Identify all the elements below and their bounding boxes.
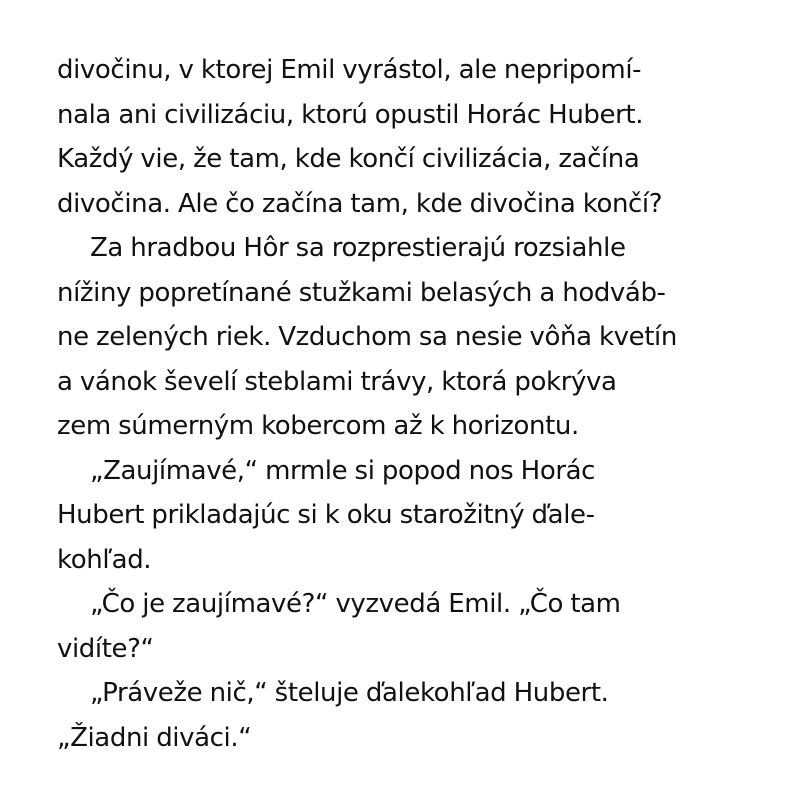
text-line: vidíte?“	[57, 633, 154, 664]
text-line: Hubert prikladajúc si k oku starožitný ďale-	[57, 500, 595, 530]
text-line: nížiny popretínané stužkami belasých a hodváb-	[57, 277, 666, 308]
text-line: nala ani civilizáciu, ktorú opustil Horác Hubert.	[57, 99, 644, 130]
paragraph-start-line: „Zaujímavé,“ mrmle si popod nos Horác	[90, 455, 596, 486]
paragraph-start-line: Za hradbou Hôr sa rozprestierajú rozsiahle	[90, 233, 626, 263]
text-line: zem súmerným kobercom až k horizontu.	[57, 411, 579, 441]
paragraph-start-line: „Čo je zaujímavé?“ vyzvedá Emil. „Čo tam	[90, 589, 621, 619]
body-text	[57, 48, 757, 760]
text-line: Každý vie, že tam, kde končí civilizácia, začína	[57, 144, 640, 174]
text-line: kohľad.	[57, 544, 152, 575]
text-line: ne zelených riek. Vzduchom sa nesie vôňa kvetín	[57, 322, 677, 352]
text-line: divočina. Ale čo začína tam, kde divočina končí?	[57, 188, 663, 219]
text-line: a vánok ševelí steblami trávy, ktorá pokrýva	[57, 366, 617, 397]
text-line: „Žiadni diváci.“	[57, 722, 252, 753]
paragraph-start-line: „Práveže nič,“ šteluje ďalekohľad Hubert.	[90, 678, 609, 708]
text-line: divočinu, v ktorej Emil vyrástol, ale nepripomí-	[57, 55, 642, 85]
